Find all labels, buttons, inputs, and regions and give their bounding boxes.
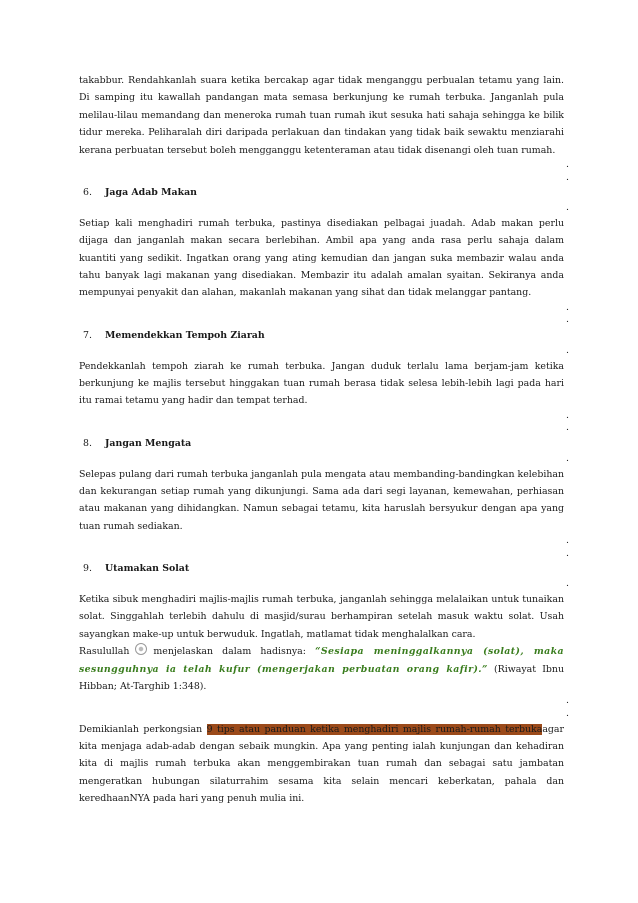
section-number: 7. — [83, 330, 92, 342]
dot-marker: . — [566, 578, 569, 590]
dot-marker: . — [566, 535, 569, 547]
dot-marker: . — [566, 695, 569, 707]
dot-marker: . — [566, 301, 569, 313]
paragraph-intro: takabbur. Rendahkanlah suara ketika bercakap agar tidak menganggu perbualan tetamu yang lain. Di samping itu kawallah pandangan mata semasa berkunjung ke rumah terbuka. Janganlah pula melilau-lilau memandang dan meneroka rumah tuan rumah ikut sesuka hati sahaja sehingga ke bilik tidur mereka. Peliharalah diri daripada perlakuan dan tindakan yang tidak baik sewaktu menziarahi kerana perbuatan tersebut boleh mengganggu ketenteraman atau tidak disenangi oleh tuan rumah. — [79, 75, 564, 156]
section-body-9: Ketika sibuk menghadiri majlis-majlis rumah terbuka, janganlah sehingga melalaikan untuk tunaikan solat. Singgahlah terlebih dahulu di masjid/surau berhampiran setelah masuk waktu solat. Usah sayangkan make-up untuk berwuduk. Ingatlah, matlamat tidak menghalalkan cara. — [79, 594, 564, 640]
hadith-quote: “Sesiapa meninggalkannya (solat), maka sesungguhnya ia telah kufur (mengerjakan perbuatan orang kafir).” — [79, 646, 564, 675]
highlighted-phrase: 9 tips atau panduan ketika menghadiri majlis rumah-rumah terbuka — [206, 723, 543, 735]
section-title: Memendekkan Tempoh Ziarah — [105, 330, 265, 342]
dot-marker: . — [566, 159, 569, 171]
dot-marker: . — [566, 171, 569, 183]
closing-prefix: Demikianlah perkongsian — [79, 723, 203, 735]
hadith-prefix: Rasulullah — [79, 646, 130, 658]
section-title: Utamakan Solat — [105, 563, 190, 575]
hadith-source: (Riwayat Ibnu Hibban; At-Targhib 1:348). — [79, 663, 564, 693]
section-body-7: Pendekkanlah tempoh ziarah ke rumah terbuka. Jangan duduk terlalu lama berjam-jam ketika berkunjung ke majlis tersebut hinggakan tuan rumah berasa tidak selesa lebih-lebih lagi pada hari itu ramai tetamu yang hadir dan tempat terhad. — [79, 360, 564, 407]
section-body-6: Setiap kali menghadiri rumah terbuka, pastinya disediakan pelbagai juadah. Adab makan perlu dijaga dan janganlah makan secara berlebihan. Ambil apa yang anda rasa perlu sahaja dalam kuantiti yang sedikit. Ingatkan orang yang ating kemudian dan jangan suka membazir walau anda tahu banyak lagi makanan yang disediakan. Membazir itu adalah amalan syaitan. Sekiranya anda mempunyai penyakit dan alahan, makanlah makanan yang sihat dan tidak melanggar pantang. — [79, 217, 564, 299]
section-heading-6 — [79, 184, 564, 202]
section-body-8: Selepas pulang dari rumah terbuka janganlah pula mengata atau membanding-bandingkan kelebihan dan kekurangan setiap rumah yang dikunjungi. Sama ada dari segi layanan, kemewahan, perhiasan atau makanan yang dihidangkan. Namun sebagai tetamu, kita haruslah bersyukur dengan apa yang tuan rumah sediakan. — [79, 468, 564, 532]
dot-marker: . — [566, 422, 569, 434]
hadith-intro: menjelaskan dalam hadisnya: — [153, 646, 306, 658]
closing-paragraph — [79, 721, 564, 808]
document-page — [79, 72, 569, 808]
section-title: Jangan Mengata — [105, 438, 192, 450]
section-number: 9. — [83, 563, 92, 575]
closing-text: agar kita menjaga adab-adab dengan sebaik mungkin. Apa yang penting ialah kunjungan dan kehadiran kita di majlis rumah terbuka akan menggembirakan tuan rumah dan sebagai satu jambatan mengeratkan hubungan silaturrahim sesama kita selain mencari keberkatan, pahala dan keredhaanNYA pada hari yang penuh mulia ini. — [79, 723, 564, 805]
section-number: 6. — [83, 187, 92, 199]
section-title: Jaga Adab Makan — [105, 187, 197, 199]
dot-marker: . — [566, 547, 569, 559]
hadith-paragraph — [79, 643, 564, 695]
dot-marker: . — [566, 314, 569, 326]
dot-marker: . — [566, 345, 569, 357]
dot-marker: . — [566, 708, 569, 720]
dot-marker: . — [566, 409, 569, 421]
dot-marker: . — [566, 453, 569, 465]
salawat-icon — [135, 643, 147, 655]
section-number: 8. — [83, 438, 92, 450]
dot-marker: . — [566, 202, 569, 214]
section-heading-9 — [79, 560, 564, 578]
section-heading-8 — [79, 435, 564, 453]
section-heading-7 — [79, 327, 564, 345]
